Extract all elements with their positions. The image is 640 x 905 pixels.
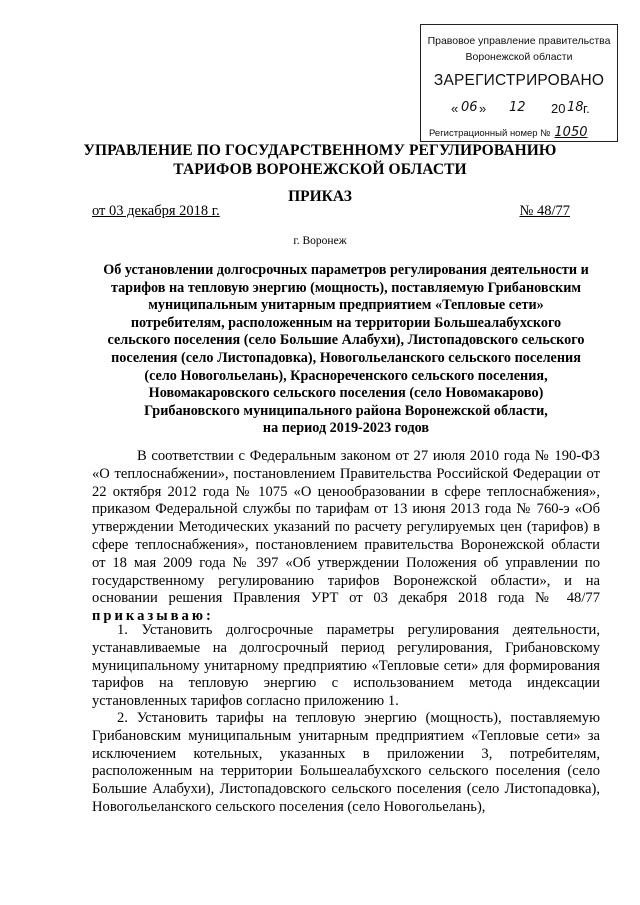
subject-line: муниципальным унитарным предприятием «Тепловые сети» xyxy=(148,297,544,314)
order-word: приказываю: xyxy=(92,608,214,625)
registration-stamp xyxy=(420,24,618,142)
subject-line: Новомакаровского сельского поселения (село Новомакарово) xyxy=(148,385,544,402)
subject-line: (село Новогольелань), Краснореченского сельского поселения, xyxy=(144,367,548,384)
stamp-year: 18 xyxy=(567,100,584,115)
subject-line: тарифов на тепловую энергию (мощность), поставляемую Грибановским xyxy=(110,279,582,296)
subject-line: Грибановского муниципального района Воронежской области, xyxy=(144,402,548,419)
subject-line: поселения (село Листопадовка), Новогольеланского сельского поселения xyxy=(111,349,581,366)
stamp-day: 06 xyxy=(461,100,478,115)
subject-line: на период 2019-2023 годов xyxy=(262,420,430,437)
clause-1: 1. Установить долгосрочные параметры регулирования деятельности, устанавливаемые на долгосрочный период регулирования, Грибановскому муниципальному унитарному предприятию «Тепловые сети» для формирования тарифов на тепловую энергию с использованием метода индексации установленных тарифов согласно приложению 1. xyxy=(92,622,600,710)
stamp-authority-line1: Правовое управление правительства xyxy=(427,35,611,47)
subject-line: потребителям, расположенным на территории Большеалабухского xyxy=(130,314,562,331)
subject-line: Об установлении долгосрочных параметров регулирования деятельности и xyxy=(103,262,589,278)
stamp-month: 12 xyxy=(509,100,526,115)
stamp-date xyxy=(435,101,603,121)
stamp-registered-label: ЗАРЕГИСТРИРОВАНО xyxy=(433,72,605,89)
stamp-reg-number xyxy=(421,125,617,140)
stamp-day-close-quote: » xyxy=(479,101,487,116)
org-line-2: ТАРИФОВ ВОРОНЕЖСКОЙ ОБЛАСТИ xyxy=(173,161,467,178)
org-line-1: УПРАВЛЕНИЕ ПО ГОСУДАРСТВЕННОМУ РЕГУЛИРОВАНИЮ xyxy=(83,142,557,159)
stamp-day-open-quote: « xyxy=(451,101,459,116)
document-type: ПРИКАЗ xyxy=(288,188,352,205)
order-date: от 03 декабря 2018 г. xyxy=(92,203,220,219)
organization-name xyxy=(40,141,600,179)
clause-2: 2. Установить тарифы на тепловую энергию (мощность), поставляемую Грибановским муниципальным унитарным предприятием «Тепловые сети» за исключением котельных, указанных в приложении 3, потребителям, расположенным на территории Большеалабухского сельского поселения (село Большие Алабухи), Листопадовского сельского поселения (село Листопадовка), Новогольеланского сельского поселения (село Новогольелань), xyxy=(92,710,600,815)
stamp-year-prefix: 20 xyxy=(551,101,566,116)
order-number: № 48/77 xyxy=(519,203,570,219)
subject-line: сельского поселения (село Большие Алабухи), Листопадовского сельского xyxy=(107,332,585,349)
stamp-authority-line2: Воронежской области xyxy=(465,51,573,63)
preamble-paragraph xyxy=(92,448,600,626)
city: г. Воронеж xyxy=(293,235,347,247)
stamp-year-suffix: г. xyxy=(583,101,590,116)
stamp-reg-number-value: 1050 xyxy=(554,125,588,140)
stamp-reg-number-label: Регистрационный номер № xyxy=(429,128,551,139)
order-subject xyxy=(92,262,600,438)
preamble-text: В соответствии с Федеральным законом от 27 июля 2010 года № 190-ФЗ «О теплоснабжении», постановлением Правительства Российской Федерации от 22 октября 2012 года № 1075 «О ценообразовании в сфере теплоснабжения», приказом Федеральной службы по тарифам от 13 июня 2013 года № 760-э «Об утверждении Методических указаний по расчету регулируемых цен (тарифов) в сфере теплоснабжения», постановлением правительства Воронежской области от 18 мая 2009 года № 397 «Об утверждении Положения об управлении по государственному регулированию тарифов Воронежской области», и на основании решения Правления УРТ от 03 декабря 2018 года № 48/77 xyxy=(92,448,600,607)
